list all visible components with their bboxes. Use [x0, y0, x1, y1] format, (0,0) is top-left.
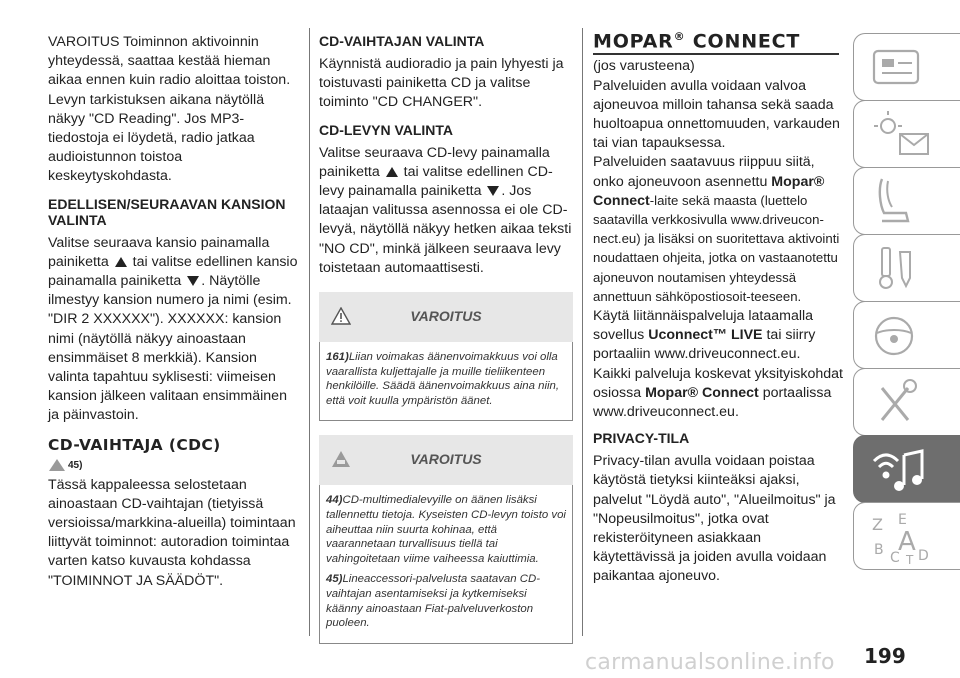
tab-steering[interactable] [853, 301, 960, 369]
warning-item: 44)CD-multimedialevyille on äänen lisäksi tallennettu tietoja. Kyseisten CD-levyn toisto voi aiheuttaa niin suurta kohinaa, että vaarannetaan turvallisuus tiellä tai vahingoitetaan viime vaiheessa kaiuttimia. [326, 494, 566, 565]
tab-index[interactable] [853, 502, 960, 570]
app-text: Käytä liitännäispalveluja lataamalla sovellus Uconnect™ LIVE tai siirry portaaliin www.driveuconnect.eu. [593, 307, 816, 363]
steering-wheel-icon [868, 309, 928, 363]
warning-box [319, 342, 573, 421]
key-icon [868, 242, 928, 296]
svg-text:B: B [874, 542, 884, 558]
column-middle [319, 33, 573, 644]
svg-text:E: E [898, 512, 907, 528]
cd-selection-heading: CD-LEVYN VALINTA [319, 121, 454, 138]
column-right [593, 30, 843, 587]
cd-selection-text: Valitse seuraava CD-levy painamalla painiketta tai valitse edellinen CD-levy painamalla painiketta . Jos lataajan valitussa asennossa ei ole CD-levyä, näytöllä näkyy hetken aikaa teksti "NO CD", minkä jälkeen seuraava levy toistetaan automaattisesti. [319, 144, 572, 276]
warning-lights-icon [868, 108, 938, 162]
down-arrow-icon [187, 276, 199, 286]
up-arrow-icon [386, 167, 398, 177]
column-divider [309, 28, 310, 636]
cd-changer-text: Käynnistä audioradio ja pain lyhyesti ja toistuvasti painiketta CD ja valitse toiminto "CD CHANGER". [319, 56, 564, 111]
tab-warning-lights[interactable] [853, 100, 960, 168]
svg-text:T: T [906, 553, 914, 566]
intro-text: VAROITUS Toiminnon aktivoinnin yhteydessä, saattaa kestää hieman aikaa ennen kuin radio aloittaa toiston. Levyn tarkistuksen aikana näytöllä näkyy "CD Reading". Jos MP3-tiedostoja ei löydetä, radio jatkaa audioistunnon toistoa keskeytyskohdasta. [48, 34, 291, 185]
subtitle: (jos varusteena) [593, 58, 695, 75]
tab-key[interactable] [853, 234, 960, 302]
tab-tools[interactable] [853, 368, 960, 436]
warning-box [319, 485, 573, 643]
up-arrow-icon [115, 257, 127, 267]
svg-text:Z: Z [872, 515, 883, 534]
warning-hand-icon [48, 458, 66, 472]
mopar-connect-title: MOPAR® CONNECT [593, 30, 839, 55]
seat-icon [868, 175, 928, 229]
tab-seat[interactable] [853, 167, 960, 235]
folder-selection-heading: EDELLISEN/SEURAAVAN KANSION VALINTA [48, 195, 286, 228]
warning-box-header [319, 435, 573, 485]
svg-text:D: D [918, 548, 929, 564]
warning-box-header [319, 292, 573, 342]
cd-changer-heading: CD-VAIHTAJAN VALINTA [319, 33, 485, 49]
svg-text:A: A [898, 527, 916, 557]
warning-item: 161)Liian voimakas äänenvoimakkuus voi olla vaarallista kuljettajalle ja muille tieliikenteen henkilöille. Säädä äänenvoimakkuus aina niin, että voit kuulla ympäristön äänet. [326, 351, 560, 407]
cdc-section-title: CD-VAIHTAJA (CDC) [48, 435, 221, 454]
tab-multimedia[interactable] [853, 435, 960, 503]
watermark: carmanualsonline.info [585, 650, 835, 675]
availability-text: Palveluiden saatavuus riippuu siitä, onko ajoneuvoon asennettu Mopar® Connect-laite sekä maasta (luettelo saatavilla verkkosivulla www.driveucon-nect.eu) ja lisäksi on suoritettava aktivointi noudattaen ohjeita, jotka on vastaanotettu ajoneuvon noutamisen yhteydessä annettuun sähköpostiosoit-teeseen. [593, 154, 840, 304]
page-number: 199 [864, 644, 906, 668]
warning-title: VAROITUS [410, 451, 482, 468]
car-info-icon [868, 41, 928, 93]
warning-title: VAROITUS [410, 308, 482, 325]
column-divider [582, 28, 583, 636]
multimedia-icon [868, 443, 932, 497]
down-arrow-icon [487, 186, 499, 196]
cdc-text: Tässä kappaleessa selostetaan ainoastaan CD-vaihtajan (tietyissä versioissa/markkina-alueilla) toimintaan liittyvät toiminnot: autoradion toimintaa varten katso kuvausta kohdassa "TOIMINNOT JA SÄÄDÖT". [48, 476, 296, 589]
services-text: Palveluiden avulla voidaan valvoa ajoneuvoa milloin tahansa sekä saada huoltoapua onnettomuuden, varkauden tai vian tapauksessa. [593, 77, 840, 152]
privacy-heading: PRIVACY-TILA [593, 430, 690, 447]
column-left [48, 33, 300, 591]
warning-item: 45)Lineaccessori-palvelusta saatavan CD-vaihtajan asentamiseksi ja kytkemiseksi käänny ainoastaan Fiat-palveluverkoston puoleen. [326, 573, 541, 630]
warning-ref: 45) [48, 456, 300, 476]
tab-car-info[interactable] [853, 33, 960, 101]
svg-text:C: C [890, 550, 900, 566]
privacy-text: Privacy-tilan avulla voidaan poistaa käytöstä tietyksi kiinteäksi ajaksi, palvelut "Löydä auto", "Alueilmoitus" ja "Nopeusilmoitus", jotka ovat rekisteröityneen asiakkaan käytettävissä ja joiden avulla voidaan paikantaa ajoneuvo. [593, 453, 836, 585]
folder-selection-text: Valitse seuraava kansio painamalla painiketta tai valitse edellinen kansio painamalla painiketta . Näytölle ilmestyy kansion numero ja nimi (esim. "DIR 2 XXXXXX"). XXXXXX: kansion nimi (näytöllä näkyy ainoastaan ensimmäiset 8 merkkiä). Kansion valinta tapahtuu syklisesti: viimeisen kansion jälkeen valitaan ensimmäinen ja päinvastoin. [48, 234, 298, 424]
details-text: Kaikki palveluja koskevat yksityiskohdat osiossa Mopar® Connect portaalissa www.driveuconnect.eu. [593, 365, 843, 420]
index-icon [868, 510, 938, 566]
tools-icon [868, 376, 928, 430]
